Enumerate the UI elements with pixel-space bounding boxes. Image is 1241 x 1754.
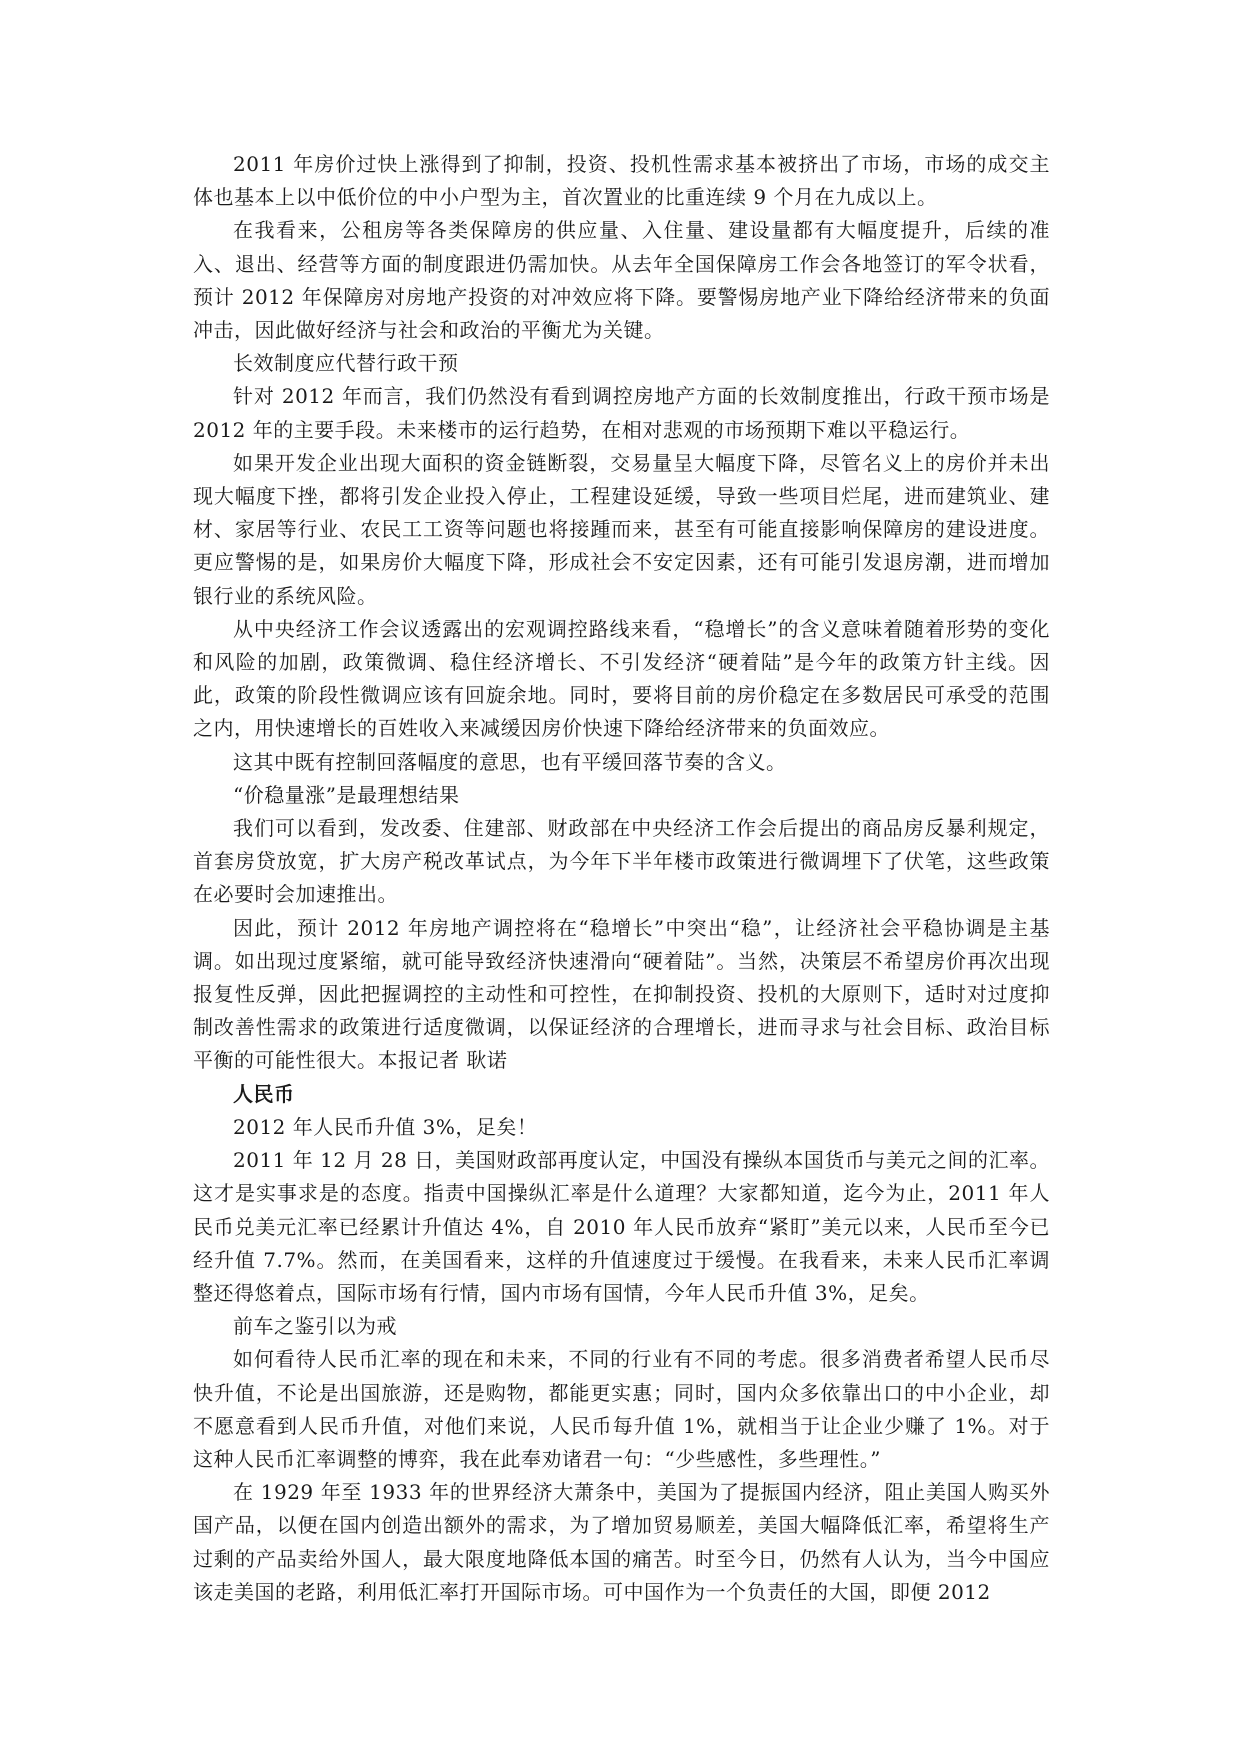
paragraph: 在 1929 年至 1933 年的世界经济大萧条中，美国为了提振国内经济，阻止美国人购买外国产品，以便在国内创造出额外的需求，为了增加贸易顺差，美国大幅降低汇率，希望将生产过剩的产品卖给外国人，最大限度地降低本国的痛苦。时至今日，仍然有人认为，当今中国应该走美国的老路，利用低汇率打开国际市场。可中国作为一个负责任的大国，即便 2012 (193, 1480, 1050, 1604)
section-heading: “价稳量涨”是最理想结果 (233, 782, 460, 807)
paragraph: 2011 年房价过快上涨得到了抑制，投资、投机性需求基本被挤出了市场，市场的成交主体也基本上以中低价位的中小户型为主，首次置业的比重连续 9 个月在九成以上。 (193, 152, 1050, 210)
paragraph: 我们可以看到，发改委、住建部、财政部在中央经济工作会后提出的商品房反暴利规定，首套房贷放宽，扩大房产税改革试点，为今年下半年楼市政策进行微调埋下了伏笔，这些政策在必要时会加速推出。 (193, 816, 1050, 907)
article-title: 2012 年人民币升值 3%，足矣！ (233, 1114, 538, 1139)
paragraph: 在我看来，公租房等各类保障房的供应量、入住量、建设量都有大幅度提升，后续的准入、退出、经营等方面的制度跟进仍需加快。从去年全国保障房工作会各地签订的军令状看，预计 2012 年保障房对房地产投资的对冲效应将下降。要警惕房地产业下降给经济带来的负面冲击，因此做好经济与社会和政治的平衡尤为关键。 (193, 218, 1050, 343)
section-heading: 前车之鉴引以为戒 (233, 1314, 397, 1339)
paragraph: 从中央经济工作会议透露出的宏观调控路线来看，“稳增长”的含义意味着随着形势的变化和风险的加剧，政策微调、稳住经济增长、不引发经济“硬着陆”是今年的政策方针主线。因此，政策的阶段性微调应该有回旋余地。同时，要将目前的房价稳定在多数居民可承受的范围之内，用快速增长的百姓收入来减缓因房价快速下降给经济带来的负面效应。 (193, 616, 1050, 741)
paragraph: 如何看待人民币汇率的现在和未来，不同的行业有不同的考虑。很多消费者希望人民币尽快升值，不论是出国旅游，还是购物，都能更实惠；同时，国内众多依靠出口的中小企业，却不愿意看到人民币升值，对他们来说，人民币每升值 1%，就相当于让企业少赚了 1%。对于这种人民币汇率调整的博弈，我在此奉劝诸君一句：“少些感性，多些理性。” (193, 1347, 1050, 1471)
section-heading: 长效制度应代替行政干预 (233, 351, 459, 376)
topic-heading: 人民币 (233, 1081, 295, 1106)
document-page (193, 148, 1050, 1609)
paragraph: 这其中既有控制回落幅度的意思，也有平缓回落节奏的含义。 (233, 749, 787, 774)
paragraph: 因此，预计 2012 年房地产调控将在“稳增长”中突出“稳”，让经济社会平稳协调是主基调。如出现过度紧缩，就可能导致经济快速滑向“硬着陆”。当然，决策层不希望房价再次出现报复性反弹，因此把握调控的主动性和可控性，在抑制投资、投机的大原则下，适时对过度抑制改善性需求的政策进行适度微调，以保证经济的合理增长，进而寻求与社会目标、政治目标平衡的可能性很大。本报记者 耿诺 (193, 915, 1050, 1073)
paragraph: 如果开发企业出现大面积的资金链断裂，交易量呈大幅度下降，尽管名义上的房价并未出现大幅度下挫，都将引发企业投入停止，工程建设延缓，导致一些项目烂尾，进而建筑业、建材、家居等行业、农民工工资等问题也将接踵而来，甚至有可能直接影响保障房的建设进度。更应警惕的是，如果房价大幅度下降，形成社会不安定因素，还有可能引发退房潮，进而增加银行业的系统风险。 (193, 450, 1050, 608)
paragraph: 针对 2012 年而言，我们仍然没有看到调控房地产方面的长效制度推出，行政干预市场是 2012 年的主要手段。未来楼市的运行趋势，在相对悲观的市场预期下难以平稳运行。 (193, 384, 1050, 442)
paragraph: 2011 年 12 月 28 日，美国财政部再度认定，中国没有操纵本国货币与美元之间的汇率。这才是实事求是的态度。指责中国操纵汇率是什么道理？大家都知道，迄今为止，2011 年人民币兑美元汇率已经累计升值达 4%，自 2010 年人民币放弃“紧盯”美元以来，人民币至今已经升值 7.7%。然而，在美国看来，这样的升值速度过于缓慢。在我看来，未来人民币汇率调整还得悠着点，国际市场有行情，国内市场有国情，今年人民币升值 3%，足矣。 (193, 1148, 1050, 1305)
